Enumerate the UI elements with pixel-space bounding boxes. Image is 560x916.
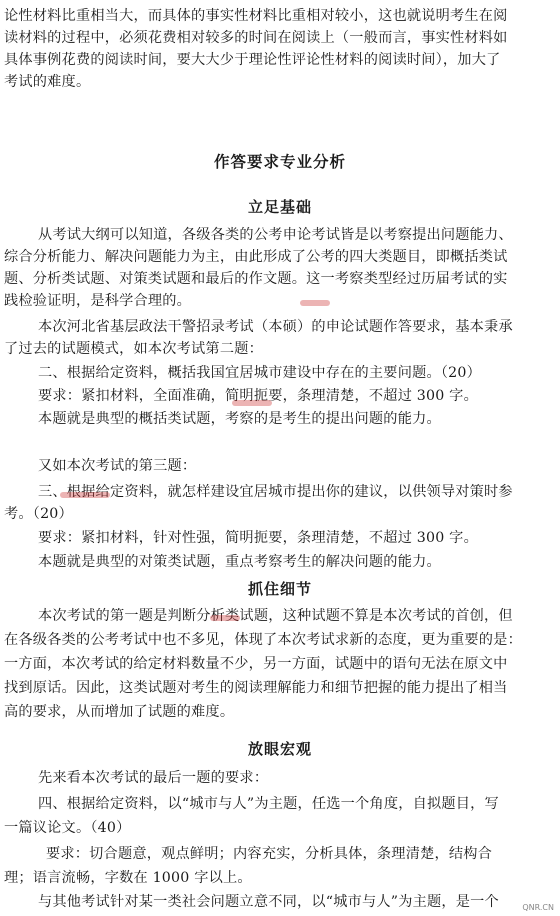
watermark-logo: QNR.CN	[522, 903, 554, 912]
sec1-line-10: 又如本次考试的第三题：	[38, 458, 197, 474]
red-scan-mark	[60, 492, 110, 498]
sec1-line-3: 题、分析类试题、对策类试题和最后的作文题。这一考察类型经过历届考试的实	[4, 271, 508, 287]
red-scan-mark	[210, 615, 240, 621]
red-scan-mark	[300, 300, 330, 306]
sec2-line-1: 本次考试的第一题是判断分析类试题，这种试题不算是本次考试的首创，但	[38, 608, 513, 624]
intro-line-3: 具体事例花费的阅读时间，要大大少于理论性评论性材料的阅读时间），加大了	[4, 52, 501, 68]
sec1-line-9: 本题就是典型的概括类试题，考察的是考生的提出问题的能力。	[38, 411, 441, 427]
sec2-line-4: 找到原话。因此，这类试题对考生的阅读理解能力和细节把握的能力提出了相当	[4, 680, 508, 696]
intro-line-4: 考试的难度。	[4, 74, 91, 90]
sec1-line-11: 三、根据给定资料，就怎样建设宜居城市提出你的建议，以供领导对策时参	[38, 484, 513, 500]
sec3-line-4: 要求：切合题意，观点鲜明；内容充实，分析具体，条理清楚，结构合	[46, 846, 493, 862]
sec1-line-14: 本题就是典型的对策类试题，重点考察考生的解决问题的能力。	[38, 554, 441, 570]
sec2-line-2: 在各级各类的公考考试中也不多见，体现了本次考试求新的态度，更为重要的是：	[4, 632, 522, 648]
sec2-line-3: 一方面，本次考试的给定材料数量不少，另一方面，试题中的语句无法在原文中	[4, 656, 508, 672]
sec3-line-2: 四、根据给定资料，以“城市与人”为主题，任选一个角度，自拟题目，写	[38, 796, 499, 812]
section3-heading: 放眼宏观	[247, 740, 312, 758]
sec1-line-6: 了过去的试题模式，如本次考试第二题：	[4, 341, 263, 357]
sec1-line-4: 践检验证明，是科学合理的。	[4, 293, 192, 309]
sec1-line-8: 要求：紧扣材料，全面准确，简明扼要，条理清楚，不超过 300 字。	[38, 388, 478, 404]
sec1-line-2: 综合分析能力、解决问题能力为主，由此形成了公考的四大类题目，即概括类试	[4, 249, 508, 265]
sec1-line-1: 从考试大纲可以知道，各级各类的公考申论考试皆是以考察提出问题能力、	[38, 227, 513, 243]
sec3-line-1: 先来看本次考试的最后一题的要求：	[38, 770, 269, 786]
sec2-line-5: 高的要求，从而增加了试题的难度。	[4, 704, 235, 720]
sec1-line-7: 二、根据给定资料，概括我国宜居城市建设中存在的主要问题。（20）	[38, 365, 481, 381]
red-scan-mark	[232, 400, 272, 406]
section1-heading: 立足基础	[247, 198, 312, 216]
sec3-line-5: 理；语言流畅，字数在 1000 字以上。	[4, 870, 252, 886]
intro-line-2: 读材料的过程中，必须花费相对较多的时间在阅读上（一般而言，事实性材料如	[4, 30, 508, 46]
section2-heading: 抓住细节	[247, 580, 312, 598]
section-title: 作答要求专业分析	[213, 152, 346, 171]
sec3-line-6: 与其他考试针对某一类社会问题立意不同，以“城市与人”为主题，是一个	[38, 894, 499, 910]
sec1-line-13: 要求：紧扣材料，针对性强，简明扼要，条理清楚，不超过 300 字。	[38, 530, 478, 546]
sec1-line-5: 本次河北省基层政法干警招录考试（本硕）的申论试题作答要求，基本秉承	[38, 319, 513, 335]
sec1-line-12: 考。（20）	[4, 506, 73, 522]
sec3-line-3: 一篇议论文。（40）	[4, 820, 131, 836]
intro-line-1: 论性材料比重相当大，而具体的事实性材料比重相对较小，这也就说明考生在阅	[4, 8, 508, 24]
